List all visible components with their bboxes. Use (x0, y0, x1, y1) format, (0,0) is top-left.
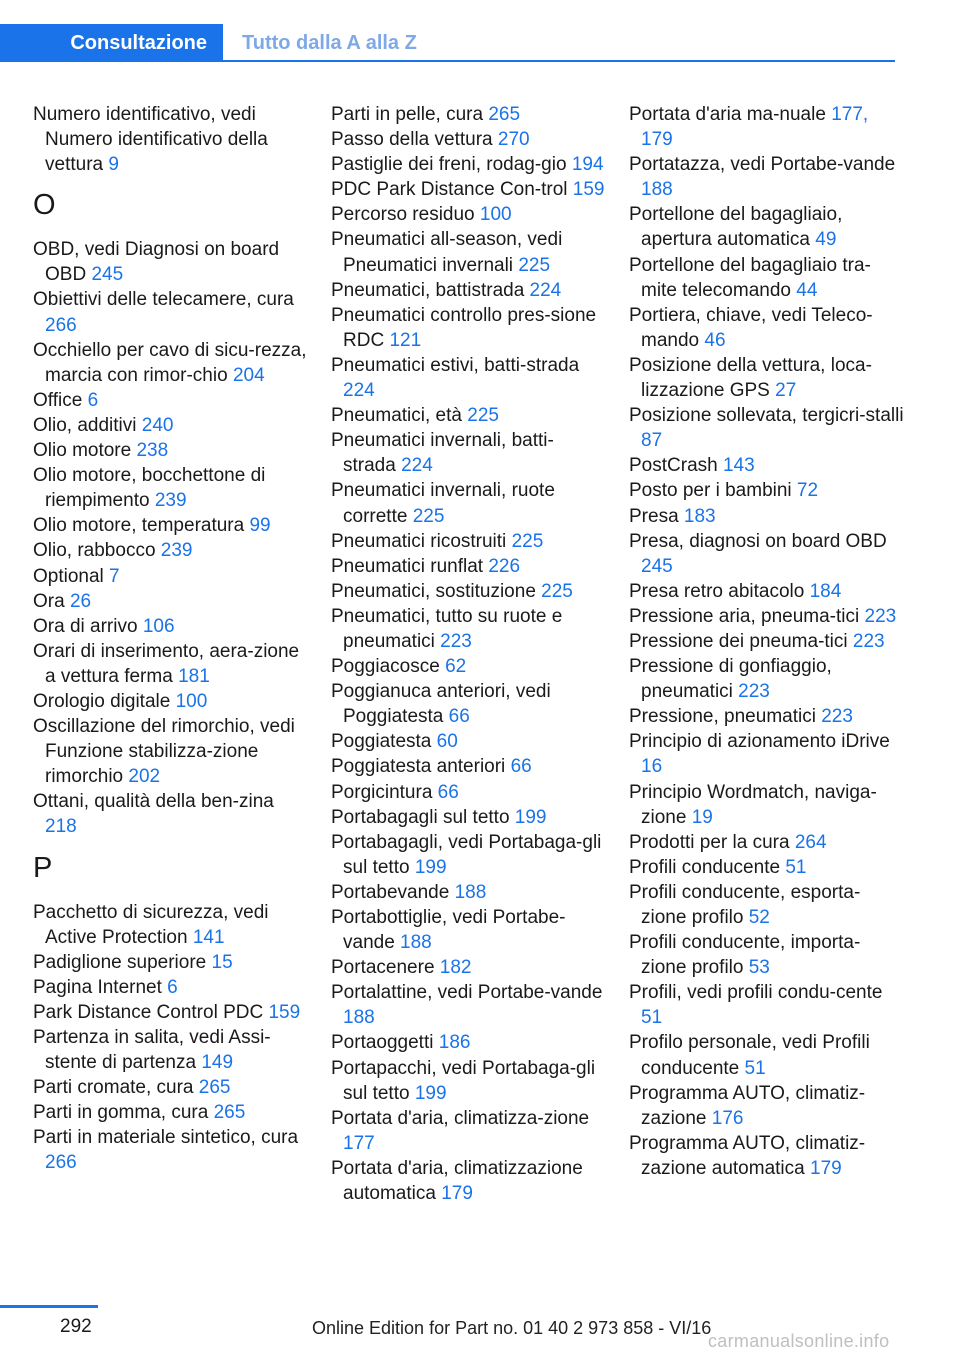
entry-term: Olio motore (33, 440, 137, 462)
index-entry (331, 202, 606, 227)
index-entry (331, 780, 606, 805)
index-entry (331, 980, 606, 1030)
page-reference-link[interactable]: 53 (748, 957, 770, 979)
page-reference-link[interactable]: 223 (852, 630, 885, 652)
page-reference-link[interactable]: 218 (45, 816, 77, 838)
index-entry (629, 1131, 904, 1181)
entry-term: Obiettivi delle telecamere, cura (33, 289, 294, 311)
entry-term: Portacenere (331, 957, 440, 979)
entry-term: Pressione dei pneuma-tici (629, 630, 853, 652)
entry-term: Portellone del bagagliaio tra-mite telecomando (629, 254, 871, 301)
footer-rule (0, 1305, 98, 1308)
subsection-tab[interactable]: Tutto dalla A alla Z (242, 32, 417, 54)
page-reference-link[interactable]: 100 (479, 204, 512, 226)
index-entry (33, 1100, 308, 1125)
entry-term: Pneumatici ricostruiti (331, 530, 512, 552)
index-entry (33, 614, 308, 639)
index-entry (331, 654, 606, 679)
page-reference-link[interactable]: 121 (389, 329, 422, 351)
entry-term: Pneumatici, tutto su ruote e pneumatici (331, 605, 563, 652)
index-entry (331, 830, 606, 880)
page-reference-link[interactable]: 51 (641, 1007, 663, 1029)
index-entry (331, 1056, 606, 1106)
page-reference-link[interactable]: 6 (87, 389, 99, 411)
index-entry (629, 152, 904, 202)
page-reference-link[interactable]: 66 (437, 781, 459, 803)
entry-term: Portabevande (331, 881, 455, 903)
index-entry (33, 237, 308, 287)
page-reference-link[interactable]: 188 (454, 881, 487, 903)
page-reference-link[interactable]: 223 (440, 630, 472, 652)
page-reference-link[interactable]: 199 (414, 1082, 447, 1104)
index-entry (331, 880, 606, 905)
entry-term: Pneumatici invernali, ruote corrette (331, 480, 555, 527)
entry-term: Parti cromate, cura (33, 1077, 199, 1099)
page-reference-link[interactable]: 62 (445, 656, 467, 678)
page-reference-link[interactable]: 143 (722, 455, 755, 477)
index-entry (629, 729, 904, 779)
index-entry (629, 880, 904, 930)
page-reference-link[interactable]: 225 (541, 580, 573, 602)
entry-term: Parti in materiale sintetico, cura (33, 1127, 299, 1149)
entry-term: Passo della vettura (331, 129, 498, 151)
page-number: 292 (60, 1316, 92, 1337)
page-reference-link[interactable]: 238 (136, 440, 169, 462)
entry-term: Optional (33, 565, 110, 587)
page-reference-link[interactable]: 224 (401, 455, 433, 477)
page-reference-link[interactable]: 46 (704, 329, 726, 351)
page-reference-link[interactable]: 106 (142, 615, 175, 637)
index-entry (331, 579, 606, 604)
entry-term: Portaoggetti (331, 1032, 439, 1054)
index-entry (629, 855, 904, 880)
page-reference-link[interactable]: 176 (711, 1107, 744, 1129)
entry-term: Portalattine, vedi Portabe-vande (331, 982, 603, 1004)
index-entry (331, 529, 606, 554)
section-tab[interactable]: Consultazione (0, 24, 223, 62)
page-reference-link[interactable]: 27 (775, 380, 797, 402)
page-reference-link[interactable]: 225 (518, 254, 551, 276)
index-entry (331, 478, 606, 528)
index-entry (33, 438, 308, 463)
index-entry (331, 1030, 606, 1055)
entry-term: Programma AUTO, climatiz-zazione (629, 1082, 866, 1129)
page-reference-link[interactable]: 270 (497, 129, 530, 151)
page-reference-link[interactable]: 266 (45, 1152, 77, 1174)
entry-term: Principio Wordmatch, naviga-zione (629, 781, 877, 828)
index-entry (33, 1075, 308, 1100)
entry-term: Pagina Internet (33, 976, 168, 998)
page-reference-link[interactable]: 224 (529, 279, 562, 301)
page-reference-link[interactable]: 202 (128, 766, 161, 788)
entry-term: Ora (33, 590, 70, 612)
index-entry (331, 805, 606, 830)
index-entry (331, 554, 606, 579)
entry-term: Pneumatici runflat (331, 555, 489, 577)
page-reference-link[interactable]: 159 (268, 1001, 301, 1023)
page-reference-link[interactable]: 264 (794, 831, 827, 853)
page-reference-link[interactable]: 141 (192, 926, 225, 948)
entry-term: Pneumatici controllo pres-sione RDC (331, 304, 597, 351)
index-entry (33, 463, 308, 513)
index-entry (33, 1125, 308, 1175)
index-entry (33, 714, 308, 789)
page-reference-link[interactable]: 26 (69, 590, 92, 612)
page-reference-link[interactable]: 60 (436, 731, 458, 753)
index-entry (629, 478, 904, 503)
section-letter: O (33, 189, 56, 222)
entry-term: Pneumatici all-season, vedi Pneumatici invernali (331, 229, 563, 276)
entry-term: Pneumatici, età (331, 405, 468, 427)
entry-term: Portabagagli, vedi Portabaga-gli sul tetto (331, 831, 602, 878)
page-reference-link[interactable]: 184 (809, 580, 842, 602)
index-entry (629, 980, 904, 1030)
entry-term: Poggiatesta anteriori (331, 756, 511, 778)
index-column-3 (629, 102, 904, 1181)
index-entry (331, 1106, 606, 1156)
entry-term: Profilo personale, vedi Profili conducente (629, 1032, 870, 1079)
index-entry (629, 253, 904, 303)
entry-term: Olio, additivi (33, 414, 142, 436)
index-entry (33, 388, 308, 413)
index-entry (331, 679, 606, 729)
entry-term: Poggianuca anteriori, vedi Poggiatesta (331, 681, 551, 728)
entry-term: Numero identificativo, vedi Numero identificativo della vettura (33, 104, 268, 176)
entry-term: Olio motore, bocchettone di riempimento (33, 465, 266, 512)
entry-term: Office (33, 389, 88, 411)
page-reference-link[interactable]: 223 (821, 706, 853, 728)
index-entry (629, 303, 904, 353)
index-entry (331, 278, 606, 303)
entry-term: Portata d'aria, climatizza-zione (331, 1107, 590, 1129)
entry-term: Pneumatici invernali, batti-strada (331, 430, 554, 477)
entry-term: Park Distance Control PDC (33, 1001, 269, 1023)
entry-term: Portellone del bagagliaio, apertura automatica (629, 204, 843, 251)
watermark: carmanualsonline.info (708, 1331, 890, 1351)
page-reference-link[interactable]: 179 (810, 1157, 842, 1179)
entry-term: Portata d'aria, climatizzazione automatica (331, 1157, 583, 1205)
page-reference-link[interactable]: 181 (178, 665, 210, 687)
index-entry (331, 177, 606, 202)
entry-term: Partenza in salita, vedi Assi-stente di partenza (33, 1027, 271, 1074)
page-reference-link[interactable]: 245 (91, 264, 124, 286)
entry-term: Pneumatici, battistrada (331, 279, 530, 301)
page-reference-link[interactable]: 225 (467, 405, 499, 427)
index-entry (33, 338, 308, 388)
index-entry (629, 529, 904, 579)
page-reference-link[interactable]: 239 (160, 540, 193, 562)
page-reference-link[interactable]: 225 (511, 530, 544, 552)
index-entry (331, 353, 606, 403)
index-entry (33, 950, 308, 975)
page-reference-link[interactable]: 16 (641, 756, 663, 778)
index-entry (629, 930, 904, 980)
index-entry (331, 127, 606, 152)
entry-term: Profili conducente, esporta-zione profilo (629, 881, 861, 928)
index-entry (629, 504, 904, 529)
index-column-1 (33, 102, 308, 1176)
entry-term: PDC Park Distance Con-trol (331, 179, 573, 201)
index-entry (33, 789, 308, 839)
index-entry (331, 1156, 606, 1206)
page-reference-link[interactable]: 265 (488, 104, 521, 125)
entry-term: Portabagagli sul tetto (331, 806, 515, 828)
entry-term: Pressione aria, pneuma-tici (629, 605, 865, 627)
index-entry (629, 830, 904, 855)
page-reference-link[interactable]: 6 (167, 976, 178, 998)
entry-term: PostCrash (629, 455, 723, 477)
index-entry (33, 287, 308, 337)
entry-term: Pneumatici estivi, batti-strada (331, 354, 580, 376)
index-entry (331, 729, 606, 754)
page-reference-link[interactable]: 99 (249, 515, 271, 537)
index-entry (331, 955, 606, 980)
index-entry (629, 704, 904, 729)
entry-term: Parti in pelle, cura (331, 104, 489, 125)
page-reference-link[interactable]: 266 (45, 314, 77, 336)
page-reference-link[interactable]: 186 (438, 1032, 471, 1054)
page-reference-link[interactable]: 49 (815, 229, 837, 251)
entry-term: Orologio digitale (33, 690, 176, 712)
entry-term: Pacchetto di sicurezza, vedi Active Protection (33, 901, 269, 948)
page-reference-link[interactable]: 100 (175, 690, 208, 712)
entry-term: Principio di azionamento iDrive (629, 731, 890, 753)
page-reference-link[interactable]: 177, 179 (641, 104, 869, 151)
index-entry (331, 754, 606, 779)
entry-term: Parti in gomma, cura (33, 1102, 214, 1124)
page-reference-link[interactable]: 72 (796, 480, 819, 502)
page-reference-link[interactable]: 19 (691, 806, 713, 828)
page-header (0, 24, 895, 62)
entry-term: Oscillazione del rimorchio, vedi Funzione stabilizza-zione rimorchio (33, 716, 295, 788)
entry-term: Orari di inserimento, aera-zione a vettura ferma (33, 640, 300, 687)
entry-term: Pneumatici, sostituzione (331, 580, 542, 602)
page-reference-link[interactable]: 87 (641, 430, 663, 452)
page-reference-link[interactable]: 51 (744, 1057, 766, 1079)
index-entry (629, 202, 904, 252)
index-entry (33, 1025, 308, 1075)
index-entry (33, 900, 308, 950)
index-entry (331, 604, 606, 654)
index-entry (33, 589, 308, 614)
edition-note: Online Edition for Part no. 01 40 2 973 858 - VI/16 (312, 1318, 712, 1338)
entry-term: Portiera, chiave, vedi Teleco-mando (629, 304, 873, 351)
index-column-2 (331, 102, 606, 1206)
index-entry (629, 780, 904, 830)
entry-term: Padiglione superiore (33, 951, 212, 973)
page-reference-link[interactable]: 265 (198, 1077, 231, 1099)
index-entry (33, 975, 308, 1000)
entry-term: Portapacchi, vedi Portabaga-gli sul tetto (331, 1057, 596, 1104)
index-entry (629, 629, 904, 654)
entry-term: Profili conducente (629, 856, 786, 878)
page-reference-link[interactable]: 66 (510, 756, 532, 778)
entry-term: Occhiello per cavo di sicu-rezza, marcia con rimor-chio (33, 339, 307, 386)
entry-term: Pressione di gonfiaggio, pneumatici (629, 656, 832, 703)
page-reference-link[interactable]: 179 (441, 1183, 473, 1205)
entry-term: Profili, vedi profili condu-cente (629, 982, 883, 1004)
page-reference-link[interactable]: 226 (488, 555, 521, 577)
index-entry (33, 1000, 308, 1025)
index-entry (629, 579, 904, 604)
index-entry (629, 403, 904, 453)
entry-term: Presa (629, 505, 684, 527)
entry-term: Programma AUTO, climatiz-zazione automatica (629, 1132, 866, 1179)
header-rule (0, 60, 895, 62)
page-reference-link[interactable]: 52 (748, 907, 770, 928)
page-reference-link[interactable]: 7 (109, 565, 120, 587)
index-entry (331, 403, 606, 428)
page-reference-link[interactable]: 188 (641, 179, 673, 201)
page-reference-link[interactable]: 194 (571, 154, 604, 176)
page-reference-link[interactable]: 199 (414, 856, 447, 878)
page-reference-link[interactable]: 188 (400, 932, 432, 954)
index-entry (331, 303, 606, 353)
index-entry (331, 152, 606, 177)
index-entry (33, 102, 308, 177)
page-reference-link[interactable]: 199 (514, 806, 547, 828)
page-reference-link[interactable]: 66 (448, 706, 470, 728)
page-reference-link[interactable]: 149 (201, 1052, 234, 1074)
index-entry (629, 102, 904, 152)
index-entry (33, 639, 308, 689)
entry-term: Profili conducente, importa-zione profilo (629, 932, 861, 979)
page-reference-link[interactable]: 239 (154, 490, 187, 512)
index-entry (331, 227, 606, 277)
page-reference-link[interactable]: 9 (108, 154, 119, 176)
entry-term: Portabottiglie, vedi Portabe-vande (331, 907, 566, 954)
entry-term: Ora di arrivo (33, 615, 143, 637)
index-entry (629, 353, 904, 403)
entry-term: Posto per i bambini (629, 480, 797, 502)
page-reference-link[interactable]: 15 (211, 951, 233, 973)
page-reference-link[interactable]: 51 (785, 856, 807, 878)
index-entry (331, 102, 606, 127)
page-reference-link[interactable]: 223 (738, 681, 770, 703)
page-reference-link[interactable]: 44 (796, 279, 818, 301)
index-entry (629, 453, 904, 478)
page-reference-link[interactable]: 159 (572, 179, 605, 201)
page-reference-link[interactable]: 224 (343, 380, 375, 402)
page-reference-link[interactable]: 245 (641, 555, 673, 577)
page-reference-link[interactable]: 188 (343, 1007, 375, 1029)
entry-term: Poggiatesta (331, 731, 437, 753)
page-reference-link[interactable]: 182 (439, 957, 472, 979)
entry-term: Pastiglie dei freni, rodag-gio (331, 154, 572, 176)
entry-term: Portata d'aria ma-nuale (629, 104, 832, 125)
page-reference-link[interactable]: 223 (864, 605, 897, 627)
entry-term: Posizione della vettura, loca-lizzazione GPS (629, 354, 872, 402)
index-entry (33, 513, 308, 538)
entry-term: Presa retro abitacolo (629, 580, 810, 602)
entry-term: Porgicintura (331, 781, 438, 803)
entry-term: Ottani, qualità della ben-zina (33, 791, 274, 813)
entry-term: Poggiacosce (331, 656, 446, 678)
index-entry (629, 1081, 904, 1131)
index-entry (629, 604, 904, 629)
page-reference-link[interactable]: 240 (141, 414, 174, 436)
page-reference-link[interactable]: 183 (683, 505, 716, 527)
index-entry (331, 905, 606, 955)
index-entry (33, 413, 308, 438)
entry-term: Prodotti per la cura (629, 831, 795, 853)
section-letter: P (33, 851, 53, 884)
index-entry (629, 654, 904, 704)
index-entry (331, 428, 606, 478)
entry-term: OBD, vedi Diagnosi on board OBD (33, 239, 280, 286)
entry-term: Olio motore, temperatura (33, 515, 250, 537)
entry-term: Presa, diagnosi on board OBD (629, 530, 887, 552)
entry-term: Portatazza, vedi Portabe-vande (629, 154, 896, 176)
index-entry (33, 564, 308, 589)
entry-term: Pressione, pneumatici (629, 706, 822, 728)
page-reference-link[interactable]: 225 (412, 505, 445, 527)
index-entry (629, 1030, 904, 1080)
page-reference-link[interactable]: 265 (213, 1102, 246, 1124)
entry-term: Percorso residuo (331, 204, 480, 226)
entry-term: Posizione sollevata, tergicri-stalli (629, 405, 904, 427)
page-reference-link[interactable]: 177 (343, 1132, 375, 1154)
index-entry (33, 538, 308, 563)
entry-term: Olio, rabbocco (33, 540, 161, 562)
index-entry (33, 689, 308, 714)
page-reference-link[interactable]: 204 (232, 364, 265, 386)
